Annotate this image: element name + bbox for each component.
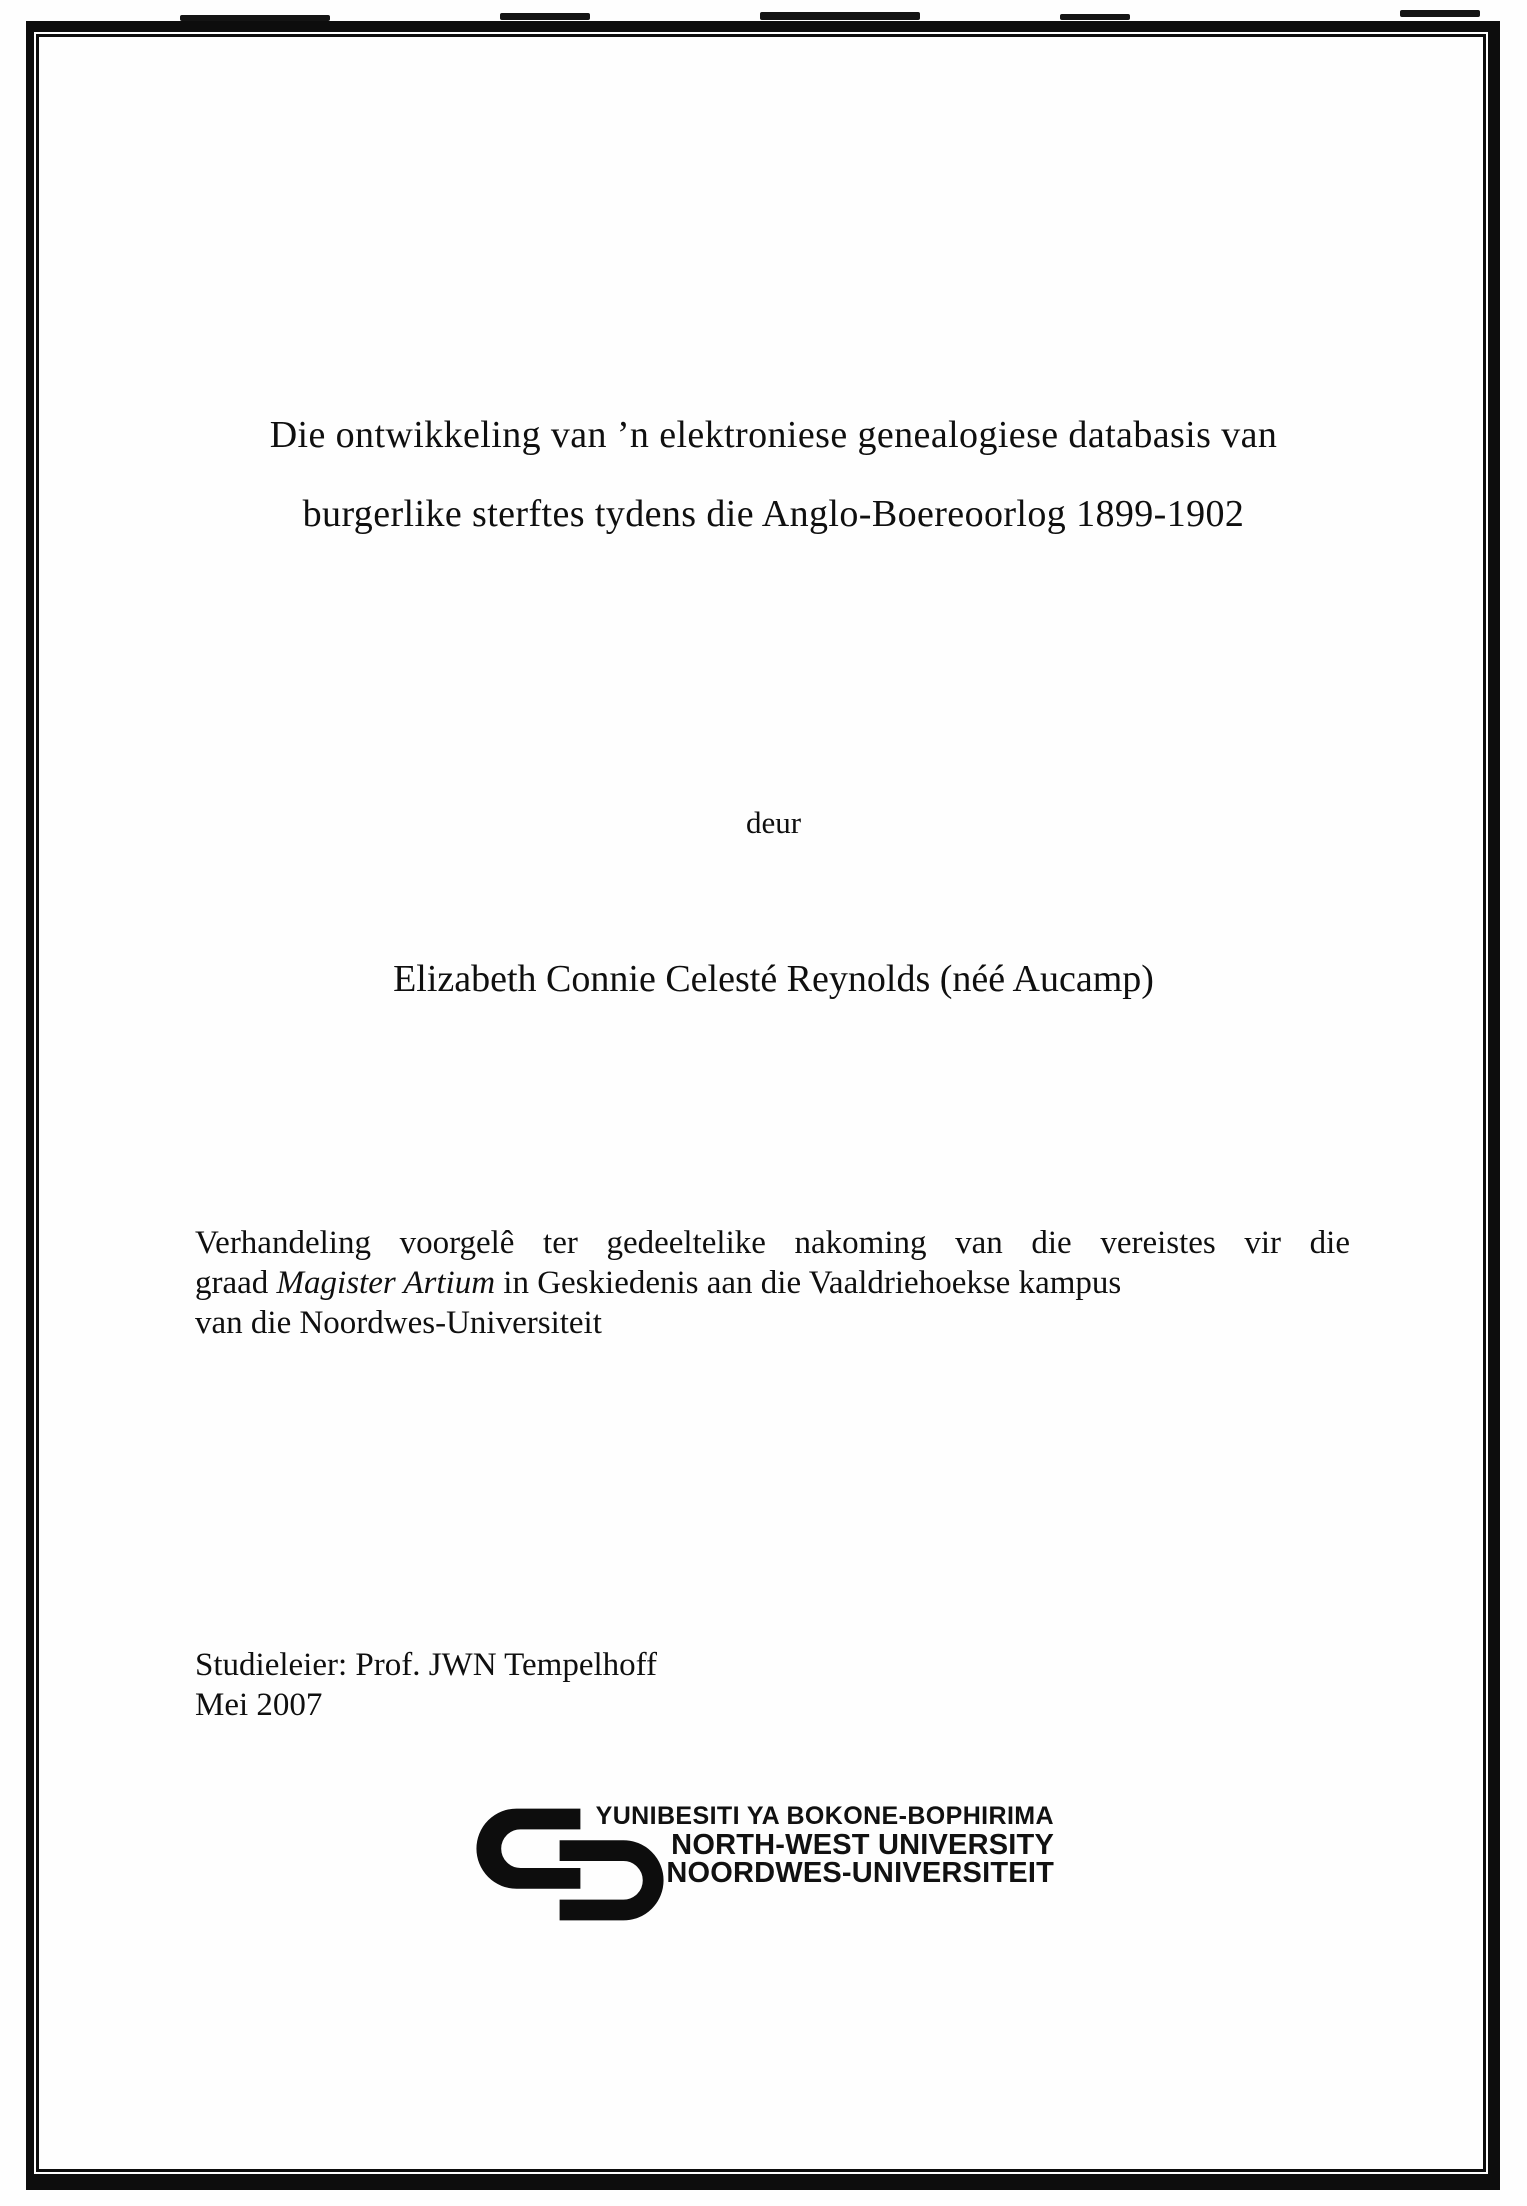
degree-statement-line3: van die Noordwes-Universiteit xyxy=(195,1305,602,1341)
degree-statement-line2-suffix: in Geskiedenis aan die Vaaldriehoekse kampus xyxy=(495,1265,1122,1301)
date-line: Mei 2007 xyxy=(195,1687,323,1723)
nwu-logo-line-setswana: YUNIBESITI YA BOKONE-BOPHIRIMA xyxy=(595,1802,1054,1830)
scan-artifact xyxy=(1060,14,1130,20)
thesis-title xyxy=(50,396,1497,554)
degree-statement-line1: Verhandeling voorgelê ter gedeeltelike nakoming van die vereistes vir die xyxy=(195,1225,1350,1261)
author-name: Elizabeth Connie Celesté Reynolds (néé Aucamp) xyxy=(393,958,1154,1000)
supervisor-block xyxy=(195,1645,657,1725)
degree-name-italic: Magister Artium xyxy=(276,1265,496,1301)
thesis-title-line1: Die ontwikkeling van ’n elektroniese genealogiese databasis van xyxy=(269,414,1278,456)
degree-statement-line2-prefix: graad xyxy=(195,1265,277,1301)
thesis-title-line2: burgerlike sterftes tydens die Anglo-Boereoorlog 1899-1902 xyxy=(302,493,1245,535)
scan-artifact xyxy=(760,12,920,20)
degree-statement-line2 xyxy=(195,1263,1350,1303)
nwu-logo-text xyxy=(590,1802,1054,1887)
nwu-logo-line-afrikaans: NOORDWES-UNIVERSITEIT xyxy=(666,1857,1054,1889)
scan-artifact xyxy=(500,13,590,20)
byline: deur xyxy=(745,805,802,840)
supervisor-line: Studieleier: Prof. JWN Tempelhoff xyxy=(195,1647,658,1683)
scan-artifact xyxy=(1400,10,1480,17)
degree-statement xyxy=(195,1223,1350,1343)
nwu-logo-line-english: NORTH-WEST UNIVERSITY xyxy=(671,1829,1054,1861)
